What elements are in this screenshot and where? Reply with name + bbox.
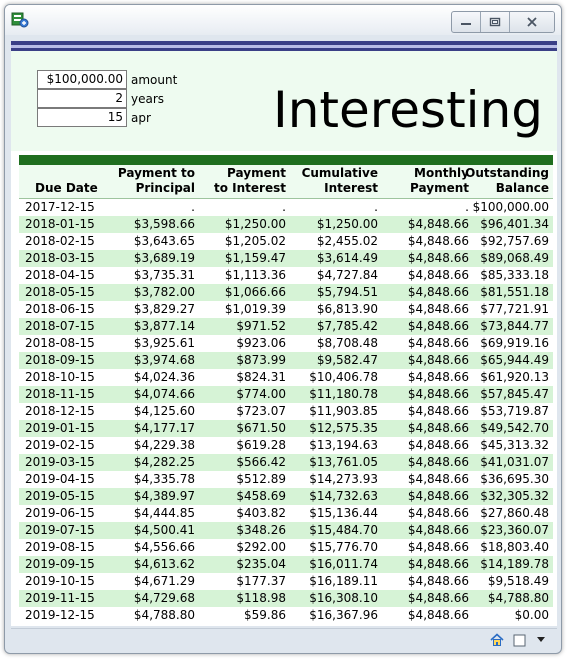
cumulative-interest-cell: $14,732.63 [309, 489, 378, 503]
window-controls [451, 11, 555, 33]
interest-cell: $923.06 [236, 336, 286, 350]
principal-cell: $4,671.29 [133, 574, 195, 588]
app-icon[interactable] [11, 11, 29, 29]
monthly-payment-cell: $4,848.66 [407, 353, 469, 367]
interest-cell: $1,066.66 [224, 285, 286, 299]
checkbox-icon [513, 634, 526, 647]
balance-cell: $89,068.49 [480, 251, 549, 265]
interest-cell: $458.69 [236, 489, 286, 503]
due-date-cell: 2019-04-15 [25, 472, 95, 486]
due-date-cell: 2019-07-15 [25, 523, 95, 537]
balance-cell: $36,695.30 [480, 472, 549, 486]
balance-cell: $14,189.78 [480, 557, 549, 571]
input-panel [11, 51, 557, 151]
apr-row [37, 108, 151, 127]
due-date-cell: 2019-12-15 [25, 608, 95, 622]
balance-cell: $57,845.47 [480, 387, 549, 401]
balance-cell: $41,031.07 [480, 455, 549, 469]
interest-cell: $824.31 [236, 370, 286, 384]
monthly-payment-cell: $4,848.66 [407, 591, 469, 605]
interest-cell: $403.82 [236, 506, 286, 520]
interest-cell: $1,159.47 [224, 251, 286, 265]
due-date-cell: 2019-03-15 [25, 455, 95, 469]
principal-cell: $3,877.14 [133, 319, 195, 333]
interest-cell: $177.37 [236, 574, 286, 588]
principal-cell: $4,074.66 [133, 387, 195, 401]
balance-cell: $85,333.18 [480, 268, 549, 282]
monthly-payment-cell: $4,848.66 [407, 489, 469, 503]
due-date-cell: 2019-11-15 [25, 591, 95, 605]
monthly-payment-cell: $4,848.66 [407, 387, 469, 401]
cumulative-interest-cell: $11,903.85 [309, 404, 378, 418]
balance-cell: $65,944.49 [480, 353, 549, 367]
cumulative-interest-cell: $7,785.42 [316, 319, 378, 333]
status-bar [11, 628, 557, 650]
table-row [19, 216, 553, 233]
cumulative-interest-cell: $14,273.93 [309, 472, 378, 486]
monthly-payment-cell: $4,848.66 [407, 421, 469, 435]
balance-cell: $45,313.32 [480, 438, 549, 452]
table-row [19, 607, 553, 624]
due-date-cell: 2018-06-15 [25, 302, 95, 316]
principal-cell: $4,177.17 [133, 421, 195, 435]
principal-cell: $3,598.66 [133, 217, 195, 231]
monthly-payment-cell: $4,848.66 [407, 438, 469, 452]
monthly-payment-cell: $4,848.66 [407, 608, 469, 622]
principal-cell: $3,925.61 [133, 336, 195, 350]
close-button[interactable] [510, 12, 554, 32]
monthly-payment-cell: $4,848.66 [407, 285, 469, 299]
principal-cell: $4,500.41 [133, 523, 195, 537]
balance-cell: $23,360.07 [480, 523, 549, 537]
amortization-table [19, 165, 553, 624]
column-header-monthly-payment: Monthly Payment [410, 166, 469, 195]
balance-cell: $73,844.77 [480, 319, 549, 333]
years-label: years [131, 91, 165, 106]
balance-cell: $4,788.80 [487, 591, 549, 605]
cumulative-interest-cell: $15,776.70 [309, 540, 378, 554]
principal-cell: $4,389.97 [133, 489, 195, 503]
interest-cell: $1,250.00 [224, 217, 286, 231]
column-header-cumulative-interest: Cumulative Interest [301, 166, 378, 195]
cumulative-interest-cell: $15,136.44 [309, 506, 378, 520]
view-checkbox[interactable] [511, 632, 527, 648]
principal-cell: $4,335.78 [133, 472, 195, 486]
monthly-payment-cell: $4,848.66 [407, 234, 469, 248]
principal-cell: $3,782.00 [133, 285, 195, 299]
interest-cell: $1,019.39 [224, 302, 286, 316]
cumulative-interest-cell: $16,011.74 [309, 557, 378, 571]
cumulative-interest-cell: $13,761.05 [309, 455, 378, 469]
amount-row [37, 70, 177, 89]
column-header-principal: Payment to Principal [117, 166, 195, 195]
balance-cell: $61,920.13 [480, 370, 549, 384]
cumulative-interest-cell: $10,406.78 [309, 370, 378, 384]
monthly-payment-cell: $4,848.66 [407, 336, 469, 350]
table-divider [19, 155, 553, 165]
monthly-payment-cell: $4,848.66 [407, 574, 469, 588]
balance-cell: $32,305.32 [480, 489, 549, 503]
due-date-cell: 2018-10-15 [25, 370, 95, 384]
close-icon [526, 16, 538, 28]
monthly-payment-cell: $4,848.66 [407, 251, 469, 265]
principal-cell: $4,229.38 [133, 438, 195, 452]
balance-cell: $27,860.48 [480, 506, 549, 520]
cumulative-interest-cell: $5,794.51 [316, 285, 378, 299]
table-row [19, 471, 553, 488]
dropdown-button[interactable] [533, 632, 549, 648]
cumulative-interest-cell: $12,575.35 [309, 421, 378, 435]
interest-cell: $292.00 [236, 540, 286, 554]
table-row [19, 267, 553, 284]
due-date-cell: 2018-04-15 [25, 268, 95, 282]
interest-cell: $235.04 [236, 557, 286, 571]
monthly-payment-cell: $4,848.66 [407, 523, 469, 537]
status-icons [489, 632, 549, 648]
table-row [19, 301, 553, 318]
interest-cell: . [282, 200, 286, 214]
balance-cell: $96,401.34 [480, 217, 549, 231]
balance-cell: $49,542.70 [480, 421, 549, 435]
table-row [19, 590, 553, 607]
content-area [11, 51, 557, 626]
monthly-payment-cell: $4,848.66 [407, 370, 469, 384]
table-row [19, 573, 553, 590]
principal-cell: . [191, 200, 195, 214]
monthly-payment-cell: . [465, 200, 469, 214]
amount-input[interactable]: $100,000.00 [37, 70, 127, 89]
cumulative-interest-cell: $3,614.49 [316, 251, 378, 265]
interest-cell: $723.07 [236, 404, 286, 418]
interest-cell: $774.00 [236, 387, 286, 401]
maximize-button[interactable] [481, 12, 510, 32]
principal-cell: $4,788.80 [133, 608, 195, 622]
table-body [19, 199, 553, 624]
years-row [37, 89, 164, 108]
due-date-cell: 2018-03-15 [25, 251, 95, 265]
due-date-cell: 2019-05-15 [25, 489, 95, 503]
interest-cell: $59.86 [244, 608, 286, 622]
balance-cell: $92,757.69 [480, 234, 549, 248]
monthly-payment-cell: $4,848.66 [407, 302, 469, 316]
due-date-cell: 2018-01-15 [25, 217, 95, 231]
interest-cell: $118.98 [236, 591, 286, 605]
table-row [19, 369, 553, 386]
cumulative-interest-cell: $16,308.10 [309, 591, 378, 605]
maximize-icon [489, 17, 501, 27]
table-header [19, 165, 553, 199]
interest-cell: $512.89 [236, 472, 286, 486]
page-title: Interesting [273, 81, 543, 139]
principal-cell: $4,613.62 [133, 557, 195, 571]
principal-cell: $4,282.25 [133, 455, 195, 469]
principal-cell: $3,735.31 [133, 268, 195, 282]
monthly-payment-cell: $4,848.66 [407, 268, 469, 282]
interest-cell: $619.28 [236, 438, 286, 452]
balance-cell: $9,518.49 [487, 574, 549, 588]
table-row [19, 420, 553, 437]
cumulative-interest-cell: $2,455.02 [316, 234, 378, 248]
monthly-payment-cell: $4,848.66 [407, 472, 469, 486]
due-date-cell: 2018-11-15 [25, 387, 95, 401]
title-bar[interactable] [5, 5, 561, 35]
interest-cell: $1,205.02 [224, 234, 286, 248]
home-button[interactable] [489, 632, 505, 648]
due-date-cell: 2018-02-15 [25, 234, 95, 248]
table-row [19, 437, 553, 454]
table-row [19, 199, 553, 216]
due-date-cell: 2019-08-15 [25, 540, 95, 554]
principal-cell: $4,024.36 [133, 370, 195, 384]
column-header-interest: Payment to Interest [214, 166, 286, 195]
cumulative-interest-cell: $8,708.48 [316, 336, 378, 350]
monthly-payment-cell: $4,848.66 [407, 455, 469, 469]
column-header-balance: Outstanding Balance [465, 166, 549, 195]
cumulative-interest-cell: $1,250.00 [316, 217, 378, 231]
table-row [19, 505, 553, 522]
apr-input[interactable]: 15 [37, 108, 127, 127]
due-date-cell: 2018-09-15 [25, 353, 95, 367]
principal-cell: $3,829.27 [133, 302, 195, 316]
principal-cell: $3,643.65 [133, 234, 195, 248]
cumulative-interest-cell: $13,194.63 [309, 438, 378, 452]
chevron-down-icon [536, 636, 546, 644]
minimize-button[interactable] [452, 12, 481, 32]
minimize-icon [460, 17, 472, 27]
due-date-cell: 2018-12-15 [25, 404, 95, 418]
table-row [19, 386, 553, 403]
principal-cell: $4,556.66 [133, 540, 195, 554]
table-row [19, 522, 553, 539]
monthly-payment-cell: $4,848.66 [407, 217, 469, 231]
years-input[interactable]: 2 [37, 89, 127, 108]
table-row [19, 233, 553, 250]
table-row [19, 335, 553, 352]
balance-cell: $69,919.16 [480, 336, 549, 350]
due-date-cell: 2018-08-15 [25, 336, 95, 350]
cumulative-interest-cell: $16,367.96 [309, 608, 378, 622]
due-date-cell: 2017-12-15 [25, 200, 95, 214]
interest-cell: $566.42 [236, 455, 286, 469]
balance-cell: $77,721.91 [480, 302, 549, 316]
table-row [19, 318, 553, 335]
due-date-cell: 2019-02-15 [25, 438, 95, 452]
monthly-payment-cell: $4,848.66 [407, 557, 469, 571]
table-row [19, 352, 553, 369]
monthly-payment-cell: $4,848.66 [407, 506, 469, 520]
table-row [19, 488, 553, 505]
principal-cell: $4,729.68 [133, 591, 195, 605]
due-date-cell: 2018-05-15 [25, 285, 95, 299]
interest-cell: $671.50 [236, 421, 286, 435]
monthly-payment-cell: $4,848.66 [407, 319, 469, 333]
monthly-payment-cell: $4,848.66 [407, 540, 469, 554]
amount-label: amount [131, 72, 178, 87]
table-row [19, 250, 553, 267]
due-date-cell: 2019-01-15 [25, 421, 95, 435]
cumulative-interest-cell: $16,189.11 [309, 574, 378, 588]
balance-cell: $81,551.18 [480, 285, 549, 299]
apr-label: apr [131, 110, 151, 125]
cumulative-interest-cell: $9,582.47 [316, 353, 378, 367]
interest-cell: $873.99 [236, 353, 286, 367]
due-date-cell: 2019-10-15 [25, 574, 95, 588]
due-date-cell: 2018-07-15 [25, 319, 95, 333]
monthly-payment-cell: $4,848.66 [407, 404, 469, 418]
cumulative-interest-cell: $4,727.84 [316, 268, 378, 282]
interest-cell: $1,113.36 [224, 268, 286, 282]
table-row [19, 539, 553, 556]
column-header-due-date: Due Date [35, 181, 98, 195]
balance-cell: $0.00 [514, 608, 549, 622]
due-date-cell: 2019-09-15 [25, 557, 95, 571]
table-row [19, 454, 553, 471]
cumulative-interest-cell: $15,484.70 [309, 523, 378, 537]
table-row [19, 556, 553, 573]
balance-cell: $100,000.00 [472, 200, 549, 214]
principal-cell: $4,444.85 [133, 506, 195, 520]
interest-cell: $971.52 [236, 319, 286, 333]
cumulative-interest-cell: $11,180.78 [309, 387, 378, 401]
balance-cell: $18,803.40 [480, 540, 549, 554]
cumulative-interest-cell: $6,813.90 [316, 302, 378, 316]
cumulative-interest-cell: . [374, 200, 378, 214]
table-row [19, 284, 553, 301]
app-window [4, 4, 562, 654]
interest-cell: $348.26 [236, 523, 286, 537]
home-icon [490, 633, 504, 647]
principal-cell: $3,689.19 [133, 251, 195, 265]
table-row [19, 403, 553, 420]
principal-cell: $4,125.60 [133, 404, 195, 418]
due-date-cell: 2019-06-15 [25, 506, 95, 520]
balance-cell: $53,719.87 [480, 404, 549, 418]
principal-cell: $3,974.68 [133, 353, 195, 367]
